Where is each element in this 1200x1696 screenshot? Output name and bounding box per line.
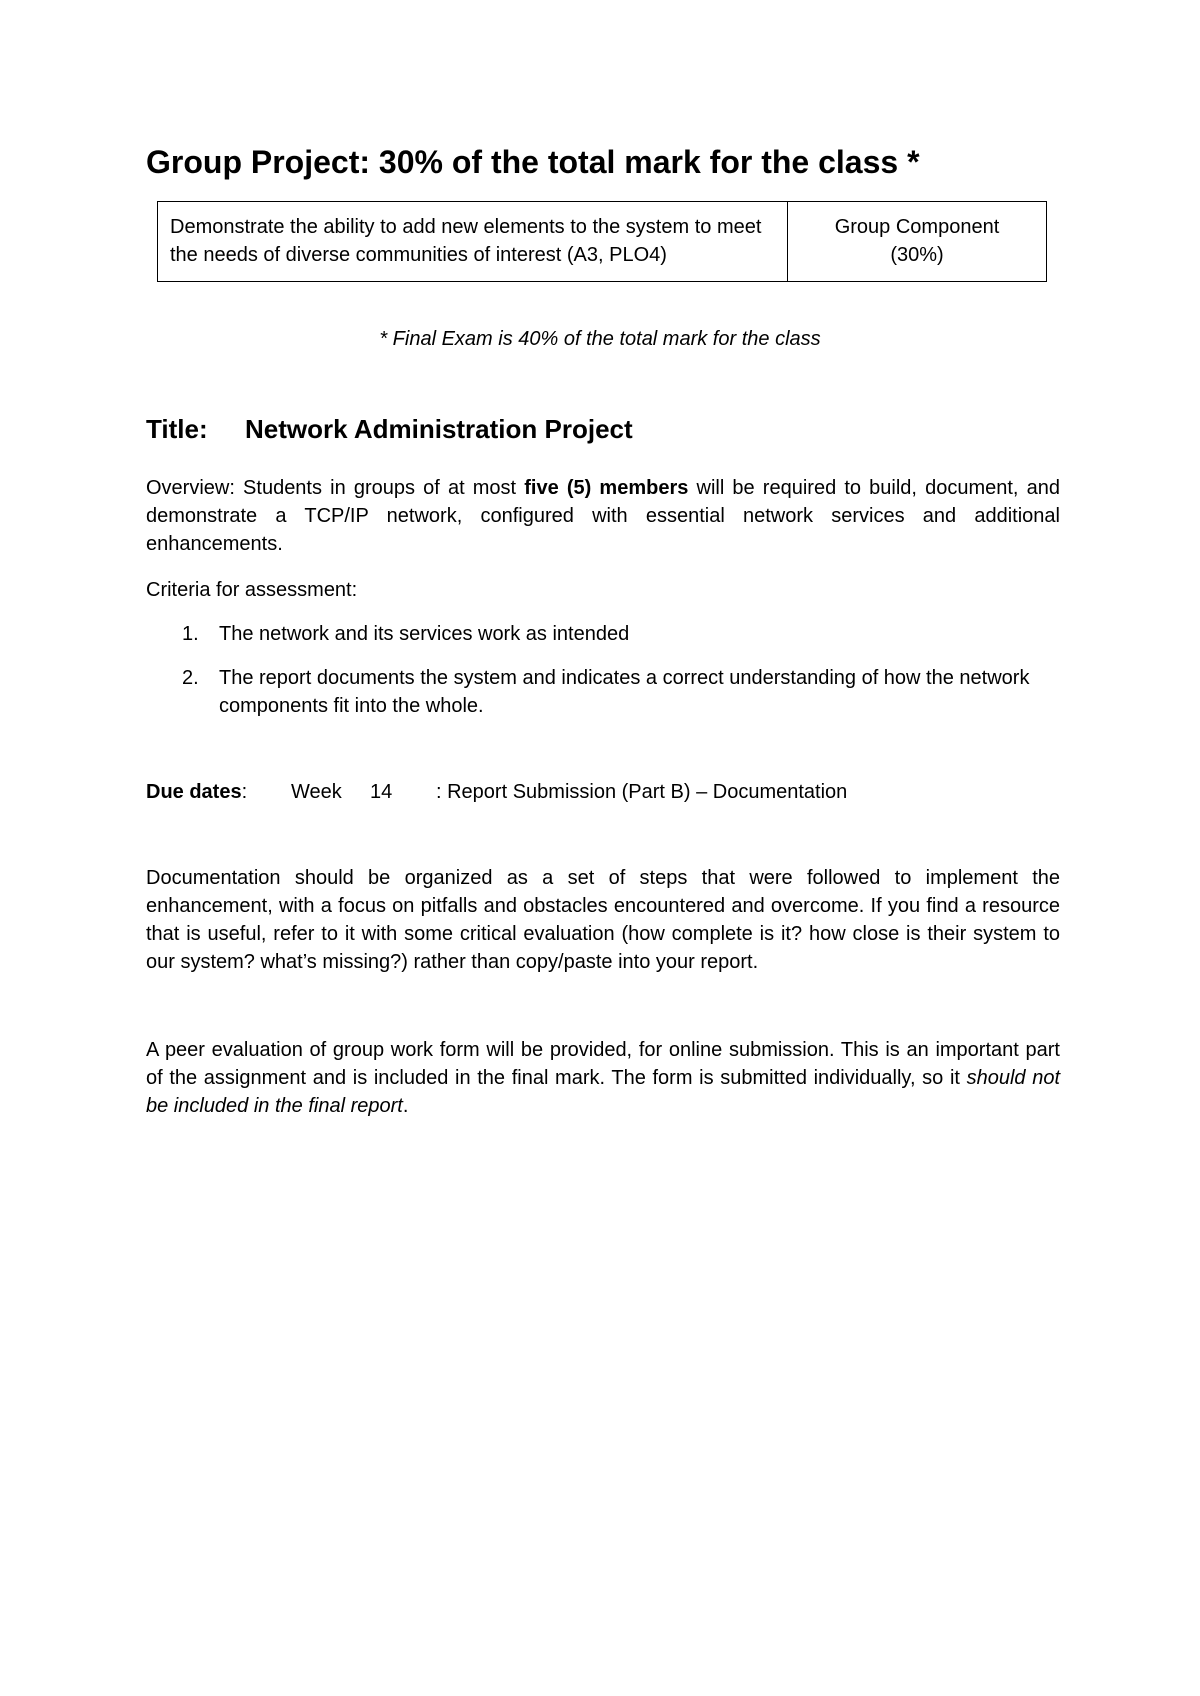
documentation-paragraph: Documentation should be organized as a set of steps that were followed to implement the enhancement, with a focus on pitfalls and obstacles encountered and overcome. If you find a resource that is useful, refer to it with some critical evaluation (how complete is it? how close is their system to our system? what’s missing?) rather than copy/paste into your report.	[146, 867, 1060, 973]
due-dates-label: Due dates	[146, 781, 242, 803]
due-description: : Report Submission (Part B) – Documentation	[436, 781, 848, 803]
list-item-text: The report documents the system and indicates a correct understanding of how the network components fit into the whole.	[219, 667, 1030, 717]
component-cell	[788, 202, 1047, 282]
criterion-cell: Demonstrate the ability to add new elements to the system to meet the needs of diverse communities of interest (A3, PLO4)	[158, 202, 788, 282]
peer-text-end: .	[402, 1095, 409, 1117]
title-label: Title:	[146, 414, 208, 444]
due-week-number: 14	[370, 781, 393, 803]
overview-group-size: five (5) members	[524, 477, 689, 499]
page-heading: Group Project: 30% of the total mark for the class *	[146, 144, 920, 180]
criteria-heading: Criteria for assessment:	[146, 579, 358, 601]
component-weight: (30%)	[890, 244, 944, 266]
assessment-table	[157, 201, 1047, 282]
component-label: Group Component	[834, 216, 1000, 238]
overview-text-start: Overview: Students in groups of at most	[146, 477, 525, 499]
overview-paragraph	[146, 474, 1060, 558]
peer-emphasis: should not be included in the final report	[146, 1067, 1061, 1117]
due-week-label: Week	[291, 781, 342, 803]
peer-text-start: A peer evaluation of group work form will be provided, for online submission. This is an important part of the assignment and is included in the final mark. The form is submitted individually, so it	[146, 1039, 1060, 1089]
title-value: Network Administration Project	[245, 414, 633, 444]
list-item	[146, 620, 1060, 648]
list-item-number: 2.	[182, 667, 199, 689]
list-item	[146, 664, 1060, 720]
list-item-number: 1.	[182, 623, 199, 645]
criteria-list	[146, 620, 1060, 736]
peer-evaluation-paragraph	[146, 1036, 1060, 1120]
table-row	[158, 202, 1047, 282]
overview-text-end: will be required to build, document, and demonstrate a TCP/IP network, configured with essential network services and additional enhancements.	[146, 477, 1060, 555]
final-exam-footnote: * Final Exam is 40% of the total mark for the class	[379, 328, 821, 350]
list-item-text: The network and its services work as intended	[219, 623, 630, 645]
due-dates-line	[146, 778, 848, 806]
project-title	[146, 414, 633, 445]
due-dates-colon: :	[241, 781, 248, 803]
